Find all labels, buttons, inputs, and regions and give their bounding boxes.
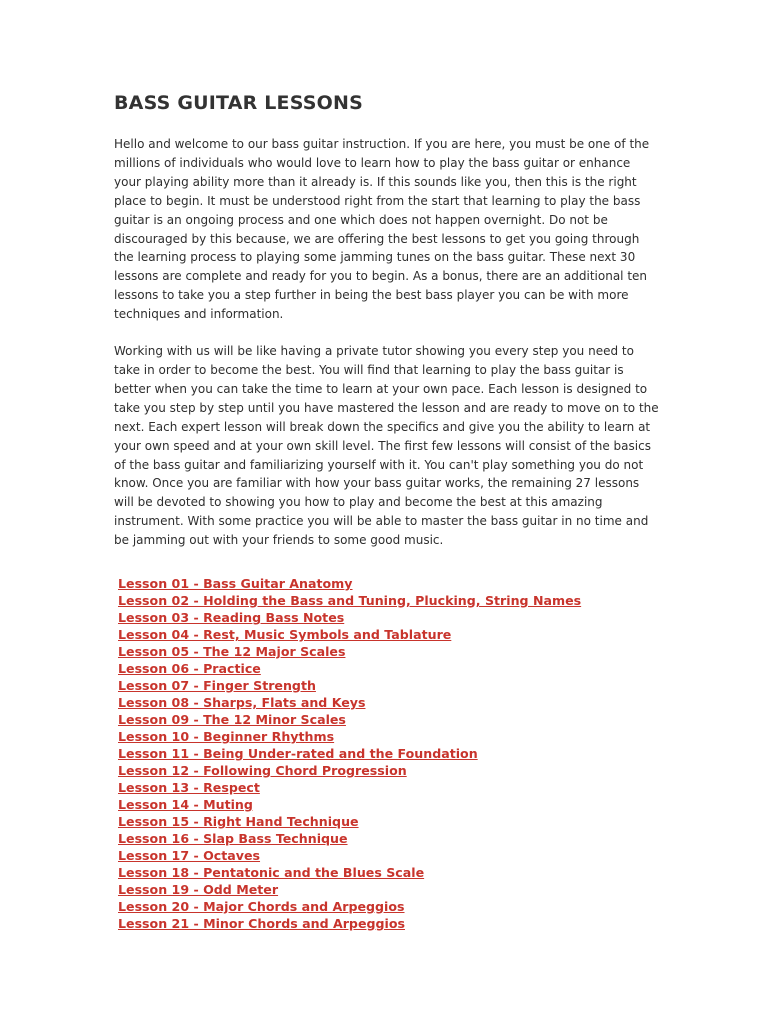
lesson-link-19[interactable]: Lesson 19 - Odd Meter bbox=[118, 882, 279, 898]
page-title: BASS GUITAR LESSONS bbox=[114, 92, 363, 114]
list-item bbox=[118, 625, 659, 642]
lesson-link-18[interactable]: Lesson 18 - Pentatonic and the Blues Scale bbox=[118, 865, 425, 881]
list-item bbox=[118, 608, 659, 625]
list-item bbox=[118, 676, 659, 693]
list-item bbox=[118, 829, 659, 846]
list-item bbox=[118, 744, 659, 761]
lesson-link-17[interactable]: Lesson 17 - Octaves bbox=[118, 848, 261, 864]
lesson-link-06[interactable]: Lesson 06 - Practice bbox=[118, 661, 261, 677]
list-item bbox=[118, 914, 659, 931]
lesson-link-01[interactable]: Lesson 01 - Bass Guitar Anatomy bbox=[118, 576, 353, 592]
list-item bbox=[118, 812, 659, 829]
lesson-link-11[interactable]: Lesson 11 - Being Under-rated and the Foundation bbox=[118, 746, 478, 762]
list-item bbox=[118, 727, 659, 744]
lesson-link-13[interactable]: Lesson 13 - Respect bbox=[118, 780, 260, 796]
lesson-link-07[interactable]: Lesson 07 - Finger Strength bbox=[118, 678, 316, 694]
lesson-link-09[interactable]: Lesson 09 - The 12 Minor Scales bbox=[118, 712, 346, 728]
tutor-paragraph: Working with us will be like having a private tutor showing you every step you need to take in order to become the best. You will find that learning to play the bass guitar is better when you can take the time to learn at your own pace. Each lesson is designed to take you step by step until you have mastered the lesson and are ready to move on to the next. Each expert lesson will break down the specifics and give you the ability to learn at your own speed and at your own skill level. The first few lessons will consist of the basics of the bass guitar and familiarizing yourself with it. You can't play something you do not know. Once you are familiar with how your bass guitar works, the remaining 27 lessons will be devoted to showing you how to play and become the best at this amazing instrument. With some practice you will be able to master the bass guitar in no time and be jamming out with your friends to some good music. bbox=[114, 344, 659, 548]
lesson-link-16[interactable]: Lesson 16 - Slap Bass Technique bbox=[118, 831, 348, 847]
lesson-link-03[interactable]: Lesson 03 - Reading Bass Notes bbox=[118, 610, 345, 626]
document-page bbox=[114, 90, 659, 931]
lesson-link-04[interactable]: Lesson 04 - Rest, Music Symbols and Tablature bbox=[118, 627, 452, 643]
lesson-link-12[interactable]: Lesson 12 - Following Chord Progression bbox=[118, 763, 407, 779]
lesson-link-02[interactable]: Lesson 02 - Holding the Bass and Tuning, Plucking, String Names bbox=[118, 593, 582, 609]
intro-paragraph: Hello and welcome to our bass guitar instruction. If you are here, you must be one of the millions of individuals who would love to learn how to play the bass guitar or enhance your playing ability more than it already is. If this sounds like you, then this is the right place to begin. It must be understood right from the start that learning to play the bass guitar is an ongoing process and one which does not happen overnight. Do not be discouraged by this because, we are offering the best lessons to get you going through the learning process to playing some jamming tunes on the bass guitar. These next 30 lessons are complete and ready for you to begin. As a bonus, there are an additional ten lessons to take you a step further in being the best bass player you can be with more techniques and information. bbox=[114, 137, 650, 322]
lesson-link-05[interactable]: Lesson 05 - The 12 Major Scales bbox=[118, 644, 346, 660]
list-item bbox=[118, 710, 659, 727]
list-item bbox=[118, 642, 659, 659]
list-item bbox=[118, 761, 659, 778]
lesson-link-08[interactable]: Lesson 08 - Sharps, Flats and Keys bbox=[118, 695, 366, 711]
list-item bbox=[118, 897, 659, 914]
list-item bbox=[118, 659, 659, 676]
list-item bbox=[118, 574, 659, 591]
lesson-link-15[interactable]: Lesson 15 - Right Hand Technique bbox=[118, 814, 359, 830]
list-item bbox=[118, 880, 659, 897]
list-item bbox=[118, 863, 659, 880]
lesson-link-10[interactable]: Lesson 10 - Beginner Rhythms bbox=[118, 729, 335, 745]
lesson-list bbox=[118, 574, 659, 931]
list-item bbox=[118, 778, 659, 795]
list-item bbox=[118, 795, 659, 812]
lesson-link-20[interactable]: Lesson 20 - Major Chords and Arpeggios bbox=[118, 899, 405, 915]
lesson-link-14[interactable]: Lesson 14 - Muting bbox=[118, 797, 253, 813]
list-item bbox=[118, 693, 659, 710]
list-item bbox=[118, 846, 659, 863]
list-item bbox=[118, 591, 659, 608]
lesson-link-21[interactable]: Lesson 21 - Minor Chords and Arpeggios bbox=[118, 916, 405, 932]
